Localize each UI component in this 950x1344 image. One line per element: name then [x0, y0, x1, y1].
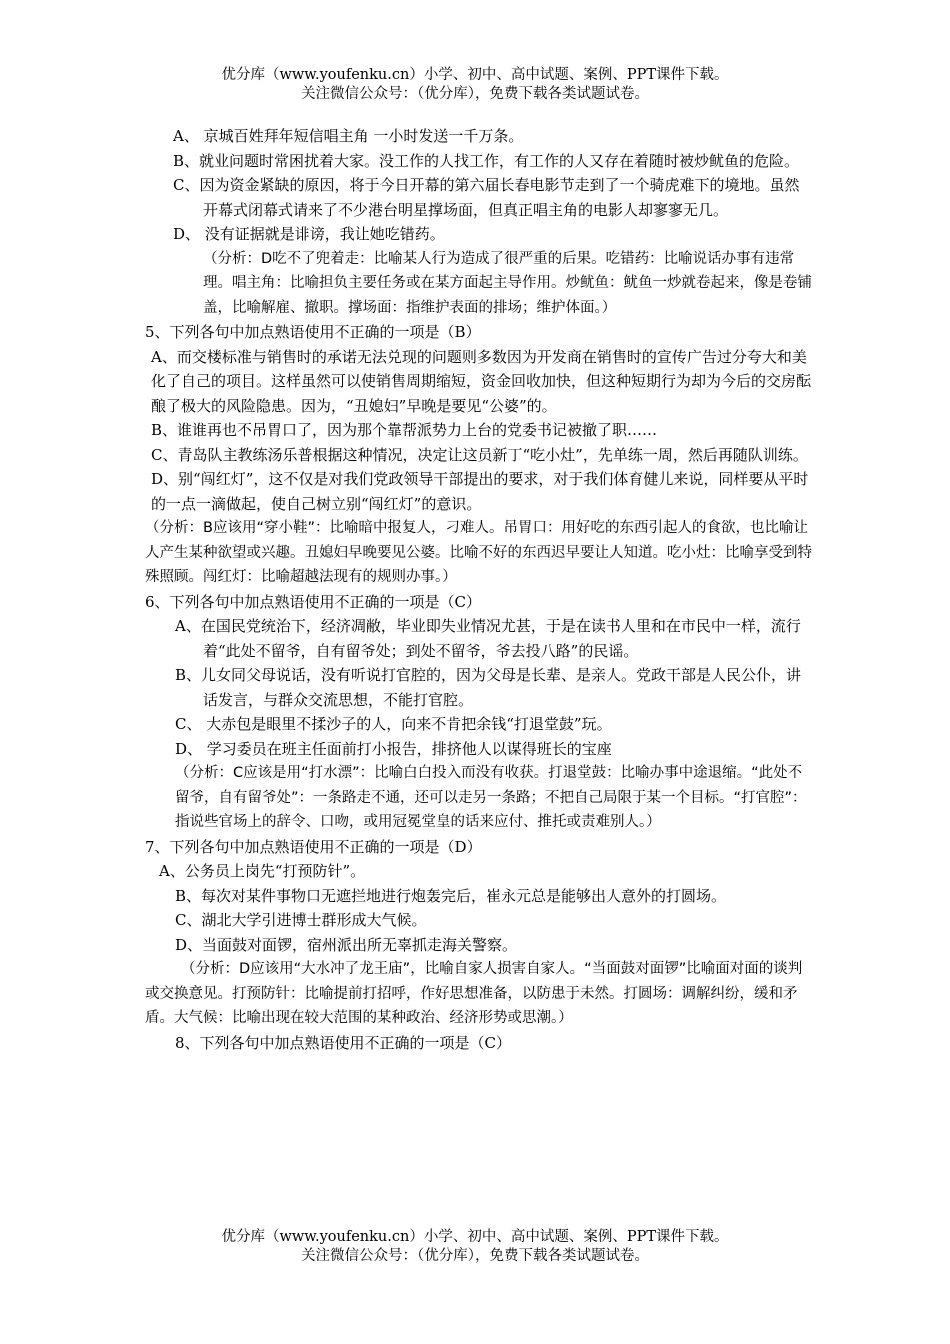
q4-option-d: D、 没有证据就是诽谤，我让她吃错药。	[173, 225, 445, 243]
q5-title: 5、下列各句中加点熟语使用不正确的一项是（B）	[145, 323, 481, 341]
page-footer	[0, 1228, 950, 1266]
q4-option-b: B、就业问题时常困扰着大家。没工作的人找工作，有工作的人又存在着随时被炒鱿鱼的危险。	[173, 151, 800, 170]
q6-option-a: A、在国民党统治下，经济凋敝，毕业即失业情况尤甚，于是在读书人里和在市民中一样，流行着“此处不留爷，自有留爷处；到处不留爷，爷去投八路”的民谣。	[175, 617, 801, 660]
q5-option-c: C、青岛队主教练汤乐普根据这种情况，决定让这员新丁“吃小灶”，先单练一周，然后再随队训练。	[151, 445, 808, 464]
q7-title: 7、下列各句中加点熟语使用不正确的一项是（D）	[145, 837, 482, 856]
document-body	[145, 124, 813, 1055]
q7-option-c: C、湖北大学引进博士群形成大气候。	[175, 911, 427, 929]
q5-option-d: D、别“闯红灯”，这不仅是对我们党政领导干部提出的要求，对于我们体育健儿来说，同样要从平时的一点一滴做起，使自己树立别“闯红灯”的意识。	[151, 470, 809, 513]
q7-option-d: D、当面鼓对面锣，宿州派出所无辜抓走海关警察。	[175, 935, 518, 954]
page-header	[0, 66, 950, 104]
q6-option-c: C、 大赤包是眼里不揉沙子的人，向来不肯把余钱“打退堂鼓”玩。	[175, 715, 612, 733]
q6-option-b: B、儿女同父母说话，没有听说打官腔的，因为父母是长辈、是亲人。党政干部是人民公仆，讲话发言，与群众交流思想，不能打官腔。	[175, 666, 802, 709]
q6-option-d: D、 学习委员在班主任面前打小报告，排挤他人以谋得班长的宝座	[175, 739, 612, 758]
q8-title: 8、下列各句中加点熟语使用不正确的一项是（C）	[175, 1033, 512, 1052]
q6-analysis: （分析：C应该是用“打水漂”：比喻白白投入而没有收获。打退堂鼓：比喻办事中途退缩。“此处不留爷，自有留爷处”：一条路走不通，还可以走另一条路；不把自己局限于某一个目标。“打官腔”：指说些官场上的辞令、口吻，或用冠冕堂皇的话来应付、推托或责难别人。）	[175, 765, 807, 830]
footer-line-2: 关注微信公众号：（优分库），免费下载各类试题试卷。	[301, 1248, 649, 1264]
header-line-2: 关注微信公众号：（优分库），免费下载各类试题试卷。	[301, 86, 649, 102]
q5-analysis: （分析：B应该用“穿小鞋”：比喻暗中报复人，刁难人。吊胃口：用好吃的东西引起人的食欲，也比喻让人产生某种欲望或兴趣。丑媳妇早晚要见公婆。比喻不好的东西迟早要让人知道。吃小灶：比喻享受到特殊照顾。闯红灯：比喻超越法现有的规则办事。）	[145, 520, 812, 585]
q4-option-a: A、 京城百姓拜年短信唱主角 一小时发送一千万条。	[173, 127, 524, 145]
header-line-1: 优分库（www.youfenku.cn）小学、初中、高中试题、案例、PPT课件下载。	[221, 67, 729, 83]
q6-title: 6、下列各句中加点熟语使用不正确的一项是（C）	[145, 592, 482, 611]
q5-option-a: A、而交楼标准与销售时的承诺无法兑现的问题则多数因为开发商在销售时的宣传广告过分夸大和美化了自己的项目。这样虽然可以使销售周期缩短，资金回收加快，但这种短期行为却为今后的交房酝酿了极大的风险隐患。因为，“丑媳妇”早晚是要见“公婆”的。	[151, 347, 812, 415]
footer-line-1: 优分库（www.youfenku.cn）小学、初中、高中试题、案例、PPT课件下载。	[221, 1229, 729, 1245]
q4-option-c: C、因为资金紧缺的原因，将于今日开幕的第六届长春电影节走到了一个骑虎难下的境地。虽然开幕式闭幕式请来了不少港台明星撑场面，但真正唱主角的电影人却寥寥无几。	[173, 176, 800, 219]
q5-option-b: B、谁谁再也不吊胃口了，因为那个靠帮派势力上台的党委书记被撤了职……	[151, 421, 658, 439]
q7-option-a: A、公务员上岗先“打预防针”。	[159, 862, 366, 880]
q7-option-b: B、每次对某件事物口无遮拦地进行炮轰完后，崔永元总是能够出人意外的打圆场。	[175, 886, 727, 905]
q7-analysis: （分析：D应该用“大水冲了龙王庙”，比喻自家人损害自家人。“当面鼓对面锣”比喻面对面的谈判或交换意见。打预防针：比喻提前打招呼，作好思想准备，以防患于未然。打圆场：调解纠纷，缓和矛盾。大气候：比喻出现在较大范围的某种政治、经济形势或思潮。）	[145, 961, 803, 1026]
q4-analysis: （分析：D吃不了兜着走：比喻某人行为造成了很严重的后果。吃错药：比喻说话办事有违常理。唱主角：比喻担负主要任务或在某方面起主导作用。炒鱿鱼：鱿鱼一炒就卷起来，像是卷铺盖，比喻解雇、撤职。撑场面：指维护表面的排场；维护体面。）	[203, 250, 812, 316]
